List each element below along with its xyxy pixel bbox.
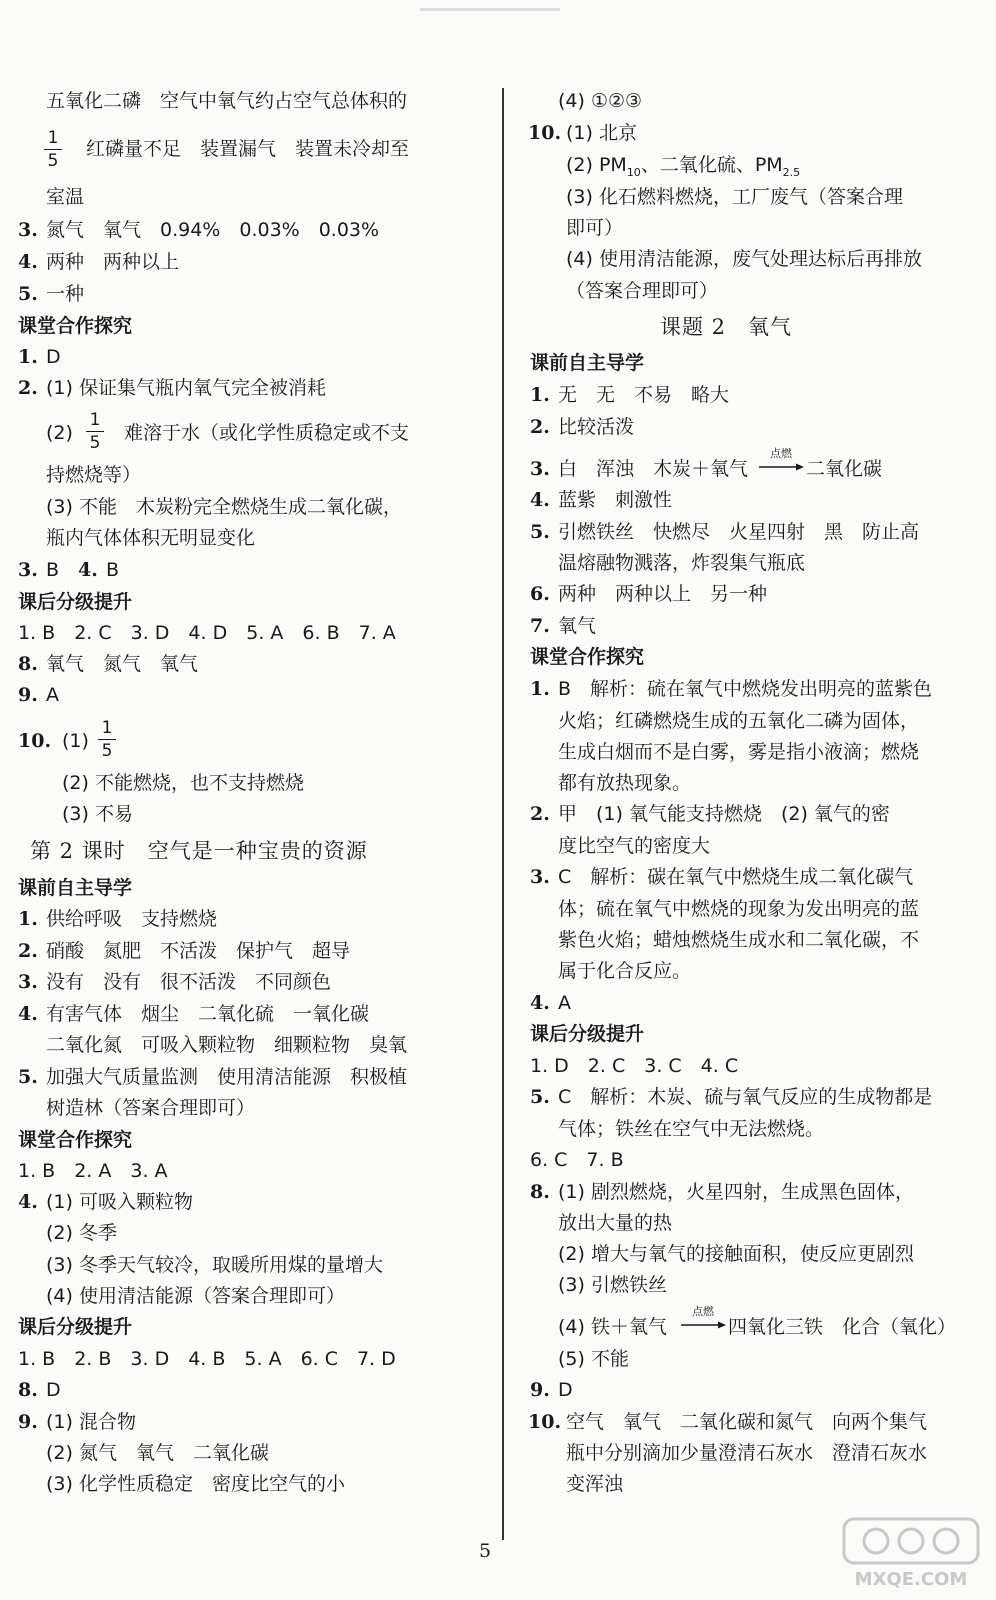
- item-number: 3.: [530, 458, 550, 480]
- answer: 瓶内气体体积无明显变化: [46, 527, 256, 549]
- arrow-icon: [758, 462, 804, 472]
- answer: (4) 使用清洁能源（答案合理即可）: [46, 1285, 345, 1307]
- item-number: 2.: [530, 803, 550, 825]
- answer: （答案合理即可）: [566, 280, 719, 302]
- answer: 1. B 2. C 3. D 4. D 5. A 6. B 7. A: [18, 622, 396, 644]
- fraction: $\frac{1}{5}$: [44, 128, 62, 171]
- answer: 气体；铁丝在空气中无法燃烧。: [558, 1118, 825, 1140]
- answer: C 解析：木炭、硫与氧气反应的生成物都是: [558, 1086, 933, 1108]
- item-number: 4.: [78, 559, 98, 581]
- answer: (2) 增大与氧气的接触面积，使反应更剧烈: [558, 1243, 914, 1265]
- answer: (3) 冬季天气较冷，取暖所用煤的量增大: [46, 1254, 383, 1276]
- answer: (2) 冬季: [46, 1222, 117, 1244]
- reaction-arrow: 点燃: [758, 452, 804, 478]
- item-number: 4.: [530, 489, 550, 511]
- answer: 属于化合反应。: [558, 960, 692, 982]
- site-watermark-logo: [836, 1515, 986, 1590]
- watermark-text: MXQE.COM: [854, 1569, 968, 1590]
- item-number: 2.: [530, 416, 550, 438]
- lesson-title: 第 2 课时 空气是一种宝贵的资源: [30, 839, 368, 863]
- section-heading: 课堂合作探究: [18, 315, 133, 337]
- answer: 蓝紫 刺激性: [558, 489, 673, 511]
- answer: (2) 氮气 氧气 二氧化碳: [46, 1442, 269, 1464]
- item-number: 1.: [530, 384, 550, 406]
- answer: 放出大量的热: [558, 1212, 673, 1234]
- section-heading: 课后分级提升: [18, 1316, 133, 1338]
- text-line: 室温: [46, 186, 85, 208]
- answer: (2) $PM_{10}$、二氧化硫、$PM_{2.5}$: [566, 154, 801, 179]
- answer: (1) 剧烈燃烧，火星四射，生成黑色固体，: [558, 1181, 914, 1203]
- arrow-icon: [680, 1320, 726, 1330]
- item-number: 1.: [18, 346, 38, 368]
- answer: (4) ①②③: [558, 90, 643, 112]
- answer: 持燃烧等）: [46, 464, 142, 486]
- answer: 1. B 2. B 3. D 4. B 5. A 6. C 7. D: [18, 1348, 396, 1370]
- answer: 硝酸 氮肥 不活泼 保护气 超导: [46, 940, 351, 962]
- answer: 氧气 氮气 氧气: [46, 653, 199, 675]
- answer: (1) 保证集气瓶内氧气完全被消耗: [46, 377, 326, 399]
- answer: 二氧化氮 可吸入颗粒物 细颗粒物 臭氧: [46, 1034, 408, 1056]
- answer: 引燃铁丝 快燃尽 火星四射 黑 防止高: [558, 521, 920, 543]
- answer: 没有 没有 很不活泼 不同颜色: [46, 971, 332, 993]
- page-number: 5: [478, 1540, 492, 1562]
- item-number: 6.: [530, 583, 550, 605]
- answer: (1) 可吸入颗粒物: [46, 1191, 193, 1213]
- item-number: 10.: [528, 1411, 562, 1433]
- answer: 6. C 7. B: [530, 1149, 624, 1171]
- answer: 供给呼吸 支持燃烧: [46, 908, 218, 930]
- answer: 树造林（答案合理即可）: [46, 1097, 256, 1119]
- section-heading: 课后分级提升: [18, 591, 133, 613]
- item-number: 4.: [530, 992, 550, 1014]
- answer: 1. D 2. C 3. C 4. C: [530, 1055, 739, 1077]
- answer: 氮气 氧气 0.94% 0.03% 0.03%: [46, 219, 380, 241]
- answer: 一种: [46, 283, 85, 305]
- item-number: 1.: [18, 908, 38, 930]
- section-heading: 课前自主导学: [18, 877, 133, 899]
- item-number: 3.: [18, 971, 38, 993]
- answer: (4) 铁＋氧气: [558, 1316, 667, 1338]
- fraction: $\frac{1}{5}$: [98, 718, 116, 761]
- answer: C 解析：碳在氧气中燃烧生成二氧化碳气: [558, 866, 914, 888]
- answer: 度比空气的密度大: [558, 835, 711, 857]
- text-line: 红磷量不足 装置漏气 装置未冷却至: [86, 138, 410, 160]
- item-number: 9.: [530, 1379, 550, 1401]
- item-number: 9.: [18, 684, 38, 706]
- answer: D: [558, 1379, 573, 1401]
- answer: A: [46, 684, 59, 706]
- answer: (4) 使用清洁能源，废气处理达标后再排放: [566, 248, 922, 270]
- section-heading: 课前自主导学: [530, 352, 645, 374]
- answer: (2) 不能燃烧，也不支持燃烧: [62, 772, 304, 794]
- item-number: 3.: [18, 219, 38, 241]
- item-number: 10.: [528, 122, 562, 144]
- answer: (3) 引燃铁丝: [558, 1274, 667, 1296]
- item-number: 7.: [530, 615, 550, 637]
- answer: 温熔融物溅落，炸裂集气瓶底: [558, 552, 806, 574]
- item-number: 2.: [18, 377, 38, 399]
- answer: (3) 不能 木炭粉完全燃烧生成二氧化碳，: [46, 496, 402, 518]
- item-number: 4.: [18, 1003, 38, 1025]
- answer: (3) 化石燃料燃烧，工厂废气（答案合理: [566, 186, 903, 208]
- scan-edge-mark: [420, 8, 560, 11]
- section-heading: 课堂合作探究: [530, 646, 645, 668]
- answer: 两种 两种以上 另一种: [558, 583, 768, 605]
- answer: 空气 氧气 二氧化碳和氮气 向两个集气: [566, 1411, 928, 1433]
- answer: D: [46, 346, 61, 368]
- answer: B 解析：硫在氧气中燃烧发出明亮的蓝紫色: [558, 678, 933, 700]
- item-number: 5.: [530, 521, 550, 543]
- answer: 氧气: [558, 615, 597, 637]
- answer: 体；硫在氧气中燃烧的现象为发出明亮的蓝: [558, 898, 920, 920]
- answer: 即可）: [566, 217, 624, 239]
- answer: (3) 化学性质稳定 密度比空气的小: [46, 1473, 345, 1495]
- item-number: 4.: [18, 1191, 38, 1213]
- item-number: 3.: [530, 866, 550, 888]
- section-heading: 课后分级提升: [530, 1023, 645, 1045]
- answer: D: [46, 1379, 61, 1401]
- item-number: 8.: [18, 653, 38, 675]
- lesson-title: 课题 2 氧气: [660, 315, 793, 339]
- item-number: 2.: [18, 940, 38, 962]
- answer: (1) 混合物: [46, 1411, 136, 1433]
- answer: (2): [46, 422, 73, 444]
- item-number: 5.: [18, 283, 38, 305]
- answer: 二氧化碳: [806, 458, 883, 480]
- answer: (5) 不能: [558, 1348, 629, 1370]
- answer: 都有放热现象。: [558, 772, 692, 794]
- answer: 无 无 不易 略大: [558, 384, 730, 406]
- item-number: 5.: [530, 1086, 550, 1108]
- answer: (1): [62, 730, 89, 752]
- answer: 紫色火焰；蜡烛燃烧生成水和二氧化碳，不: [558, 929, 920, 951]
- answer: B: [106, 559, 120, 581]
- answer: 火焰；红磷燃烧生成的五氧化二磷为固体，: [558, 710, 920, 732]
- item-number: 5.: [18, 1066, 38, 1088]
- answer: 两种 两种以上: [46, 251, 180, 273]
- reaction-arrow: 点燃: [680, 1310, 726, 1336]
- text-line: 五氧化二磷 空气中氧气约占空气总体积的: [46, 90, 408, 112]
- answer: A: [558, 992, 571, 1014]
- column-divider: [502, 88, 504, 1540]
- item-number: 8.: [530, 1181, 550, 1203]
- answer: 难溶于水（或化学性质稳定或不支: [124, 422, 410, 444]
- answer: 白 浑浊 木炭＋氧气: [558, 458, 749, 480]
- answer: 比较活泼: [558, 416, 635, 438]
- answer: 生成白烟而不是白雾，雾是指小液滴；燃烧: [558, 741, 920, 763]
- item-number: 8.: [18, 1379, 38, 1401]
- item-number: 9.: [18, 1411, 38, 1433]
- answer: 有害气体 烟尘 二氧化硫 一氧化碳: [46, 1003, 370, 1025]
- item-number: 10.: [18, 730, 52, 752]
- item-number: 1.: [530, 678, 550, 700]
- answer: 1. B 2. A 3. A: [18, 1160, 168, 1182]
- answer: 加强大气质量监测 使用清洁能源 积极植: [46, 1066, 408, 1088]
- answer: 瓶中分别滴加少量澄清石灰水 澄清石灰水: [566, 1442, 928, 1464]
- item-number: 4.: [18, 251, 38, 273]
- answer: 甲 (1) 氧气能支持燃烧 (2) 氧气的密: [558, 803, 890, 825]
- fraction: $\frac{1}{5}$: [86, 410, 104, 453]
- section-heading: 课堂合作探究: [18, 1129, 133, 1151]
- item-number: 3.: [18, 559, 38, 581]
- answer: 变浑浊: [566, 1473, 624, 1495]
- answer: (1) 北京: [566, 122, 637, 144]
- answer: 四氧化三铁 化合（氧化）: [728, 1316, 957, 1338]
- answer: (3) 不易: [62, 803, 133, 825]
- answer: B: [46, 559, 60, 581]
